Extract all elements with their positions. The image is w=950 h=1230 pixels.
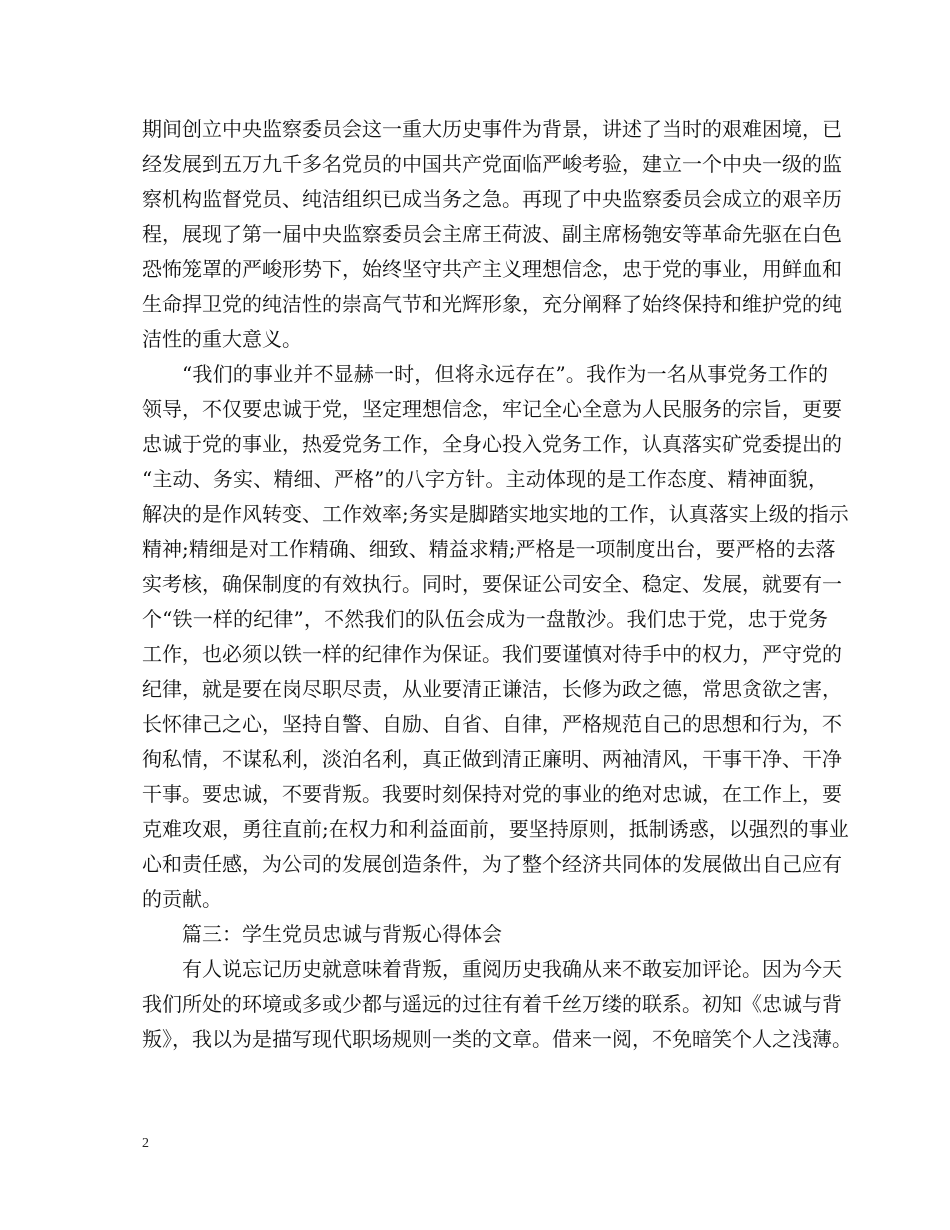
- text-line: 经发展到五万九千多名党员的中国共产党面临严峻考验，建立一个中央一级的监: [142, 152, 842, 176]
- text-line: 长怀律己之心，坚持自警、自励、自省、自律，严格规范自己的思想和行为，不: [142, 712, 842, 736]
- text-line: 心和责任感，为公司的发展创造条件，为了整个经济共同体的发展做出自己应有: [142, 852, 842, 876]
- text-line: 解决的是作风转变、工作效率;务实是脚踏实地实地的工作，认真落实上级的指示: [142, 502, 849, 526]
- text-line: 忠诚于党的事业，热爱党务工作，全身心投入党务工作，认真落实矿党委提出的: [142, 432, 842, 456]
- text-line: 个“铁一样的纪律”，不然我们的队伍会成为一盘散沙。我们忠于党，忠于党务: [142, 607, 828, 631]
- text-line: “我们的事业并不显赫一时，但将永远存在”。我作为一名从事党务工作的: [182, 362, 828, 386]
- text-line: 程，展现了第一届中央监察委员会主席王荷波、副主席杨匏安等革命先驱在白色: [142, 222, 842, 246]
- text-line: 实考核，确保制度的有效执行。同时，要保证公司安全、稳定、发展，就要有一: [142, 572, 842, 596]
- text-line: 我们所处的环境或多或少都与遥远的过往有着千丝万缕的联系。初知《忠诚与背: [142, 992, 842, 1016]
- text-line: 生命捍卫党的纯洁性的崇高气节和光辉形象，充分阐释了始终保持和维护党的纯: [142, 292, 842, 316]
- text-line: 察机构监督党员、纯洁组织已成当务之急。再现了中央监察委员会成立的艰辛历: [142, 187, 842, 211]
- text-line: 洁性的重大意义。: [142, 327, 302, 351]
- text-line: 精神;精细是对工作精确、细致、精益求精;严格是一项制度出台，要严格的去落: [142, 537, 836, 561]
- text-line: 叛》，我以为是描写现代职场规则一类的文章。借来一阅，不免暗笑个人之浅薄。: [142, 1027, 852, 1051]
- text-line: 期间创立中央监察委员会这一重大历史事件为背景，讲述了当时的艰难困境，已: [142, 117, 842, 141]
- text-line: 徇私情，不谋私利，淡泊名利，真正做到清正廉明、两袖清风，干事干净、干净: [142, 747, 842, 771]
- text-line: 恐怖笼罩的严峻形势下，始终坚守共产主义理想信念，忠于党的事业，用鲜血和: [142, 257, 842, 281]
- text-line: 领导，不仅要忠诚于党，坚定理想信念，牢记全心全意为人民服务的宗旨，更要: [142, 397, 842, 421]
- text-line: 有人说忘记历史就意味着背叛，重阅历史我确从来不敢妄加评论。因为今天: [182, 957, 842, 981]
- body-text: [142, 112, 852, 1057]
- section-heading: 篇三：学生党员忠诚与背叛心得体会: [182, 922, 502, 946]
- text-line: 纪律，就是要在岗尽职尽责，从业要清正谦洁，长修为政之德，常思贪欲之害，: [142, 677, 842, 701]
- text-line: 的贡献。: [142, 887, 222, 911]
- page-number: 2: [142, 1136, 149, 1151]
- text-line: 干事。要忠诚，不要背叛。我要时刻保持对党的事业的绝对忠诚，在工作上，要: [142, 782, 842, 806]
- text-line: 工作，也必须以铁一样的纪律作为保证。我们要谨慎对待手中的权力，严守党的: [142, 642, 842, 666]
- text-line: “主动、务实、精细、严格”的八字方针。主动体现的是工作态度、精神面貌，: [142, 467, 828, 491]
- text-line: 克难攻艰，勇往直前;在权力和利益面前，要坚持原则，抵制诱惑，以强烈的事业: [142, 817, 849, 841]
